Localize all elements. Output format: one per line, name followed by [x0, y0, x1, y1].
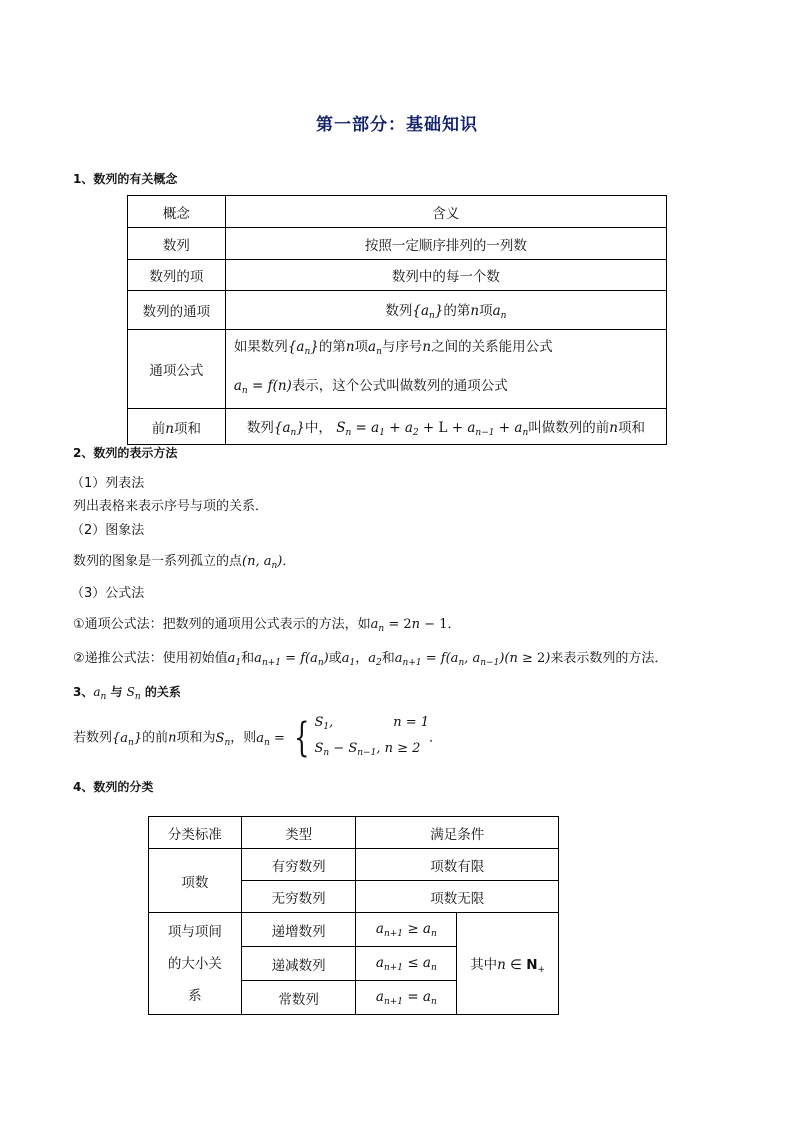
formula-method-label: （3）公式法: [71, 586, 145, 601]
condition-header: 满足条件: [356, 817, 559, 849]
meaning-term: 数列中的每一个数: [225, 260, 666, 291]
constant-sequence: 常数列: [241, 981, 356, 1015]
class-standard-header: 分类标准: [149, 817, 242, 849]
general-formula-method: ①通项公式法：把数列的通项用公式表示的方法，如$a_n = 2n - 1$．: [73, 617, 461, 634]
classification-table: [148, 816, 559, 1015]
constant-condition: $a_{n+1} = a_n$: [356, 981, 457, 1015]
group-term-count: 项数: [149, 849, 242, 913]
infinite-condition: 项数无限: [356, 881, 559, 913]
increasing-condition: $a_{n+1} \ge a_n$: [356, 913, 457, 947]
meaning-general-term: 数列$\{a_n\}$的第n项$a_n$: [225, 291, 666, 330]
left-brace: {: [294, 715, 310, 761]
decreasing-condition: $a_{n+1} \le a_n$: [356, 947, 457, 981]
decreasing-sequence: 递减数列: [241, 947, 356, 981]
section-4-heading: 4、数列的分类: [73, 780, 154, 794]
recursive-formula-method: ②递推公式法：使用初始值$a_1$和$a_{n+1} = f(a_n)$或$a_1$，$a_2$和$a_{n+1} = f(a_n$, $a_{n-1})(n \ge 2)$来表示数列的方法．: [73, 651, 668, 668]
concept-table: [127, 195, 667, 445]
list-method-label: （1）列表法: [71, 476, 145, 491]
page-title: 第一部分：基础知识: [316, 115, 478, 135]
piecewise-cases: $S_1$, n = 1 $S_n - S_{n-1}$, n ≥ 2: [314, 715, 430, 758]
finite-condition: 项数有限: [356, 849, 559, 881]
group-size-relation: 项与项间 的大小关 系: [149, 913, 242, 1015]
an-sn-relation: 若数列$\{a_n\}$的前n项和为$S_n$，则$a_n$ = { $S_1$, n = 1 $S_n - S_{n-1}$, n ≥ 2．: [73, 712, 442, 764]
meaning-formula: 如果数列$\{a_n\}$的第n项$a_n$与序号n之间的关系能用公式 $a_n = f(n)$表示，这个公式叫做数列的通项公式: [225, 330, 666, 409]
concept-general-term: 数列的通项: [128, 291, 226, 330]
concept-partial-sum: 前n项和: [128, 409, 226, 445]
concept-term: 数列的项: [128, 260, 226, 291]
increasing-sequence: 递增数列: [241, 913, 356, 947]
graph-method-text: 数列的图象是一系列孤立的点(n, $a_n$)．: [73, 554, 296, 571]
meaning-partial-sum: 数列$\{a_n\}$中， $S_n = a_1 + a_2 + L + a_{n-1} + a_n$叫做数列的前n项和: [225, 409, 666, 445]
section-3-heading: 3、$a_n$ 与 $S_n$ 的关系: [73, 685, 181, 702]
meaning-sequence: 按照一定顺序排列的一列数: [225, 228, 666, 260]
list-method-text: 列出表格来表示序号与项的关系．: [73, 499, 269, 514]
domain-note: 其中n ∈ $N_+$: [457, 913, 559, 1015]
concept-header: 概念: [128, 196, 226, 228]
concept-formula: 通项公式: [128, 330, 226, 409]
infinite-sequence: 无穷数列: [241, 881, 356, 913]
graph-method-label: （2）图象法: [71, 523, 145, 538]
section-2-heading: 2、数列的表示方法: [73, 446, 178, 460]
section-1-heading: 1、数列的有关概念: [73, 172, 178, 186]
finite-sequence: 有穷数列: [241, 849, 356, 881]
type-header: 类型: [241, 817, 356, 849]
meaning-header: 含义: [225, 196, 666, 228]
concept-sequence: 数列: [128, 228, 226, 260]
